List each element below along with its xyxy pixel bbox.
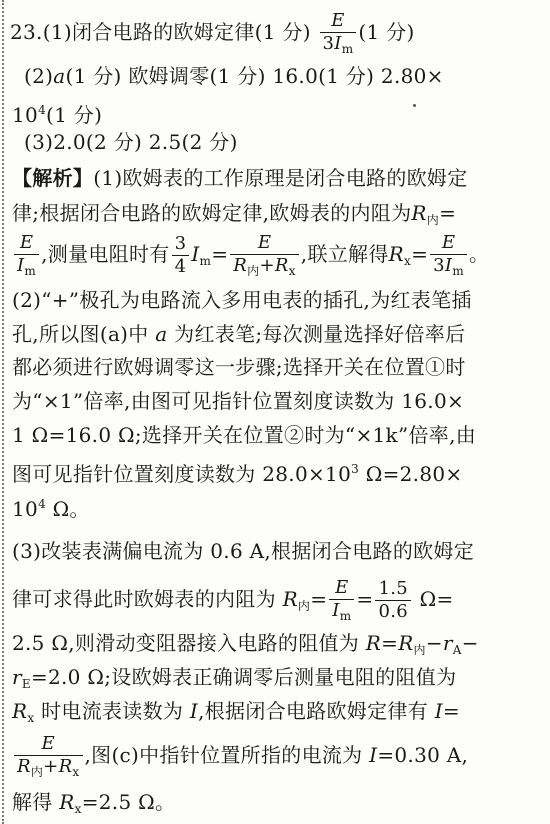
analysis-line-14: $r_E=2.0$ Ω;设欧姆表正确调零后测量电阻的阻值为 xyxy=(12,665,457,691)
answer-line-4: (3)2.0(2 分) 2.5(2 分) xyxy=(24,130,238,154)
fraction-three-quarters: $\frac{3}{4}$ xyxy=(172,235,190,276)
analysis-line-11: (3)改装表满偏电流为 0.6 A,根据闭合电路的欧姆定 xyxy=(12,539,475,563)
analysis-line-9: 图可见指针位置刻度读数为 $28.0\times 10^3$ Ω=2.80× xyxy=(12,462,463,486)
page-edge-perforation xyxy=(2,0,4,824)
analysis-tag: 【解析】 xyxy=(12,166,94,190)
analysis-line-3: $\frac{E}{I_m}$ ,测量电阻时有 $\frac{3}{4}$ $I_m=$ $\frac{E}{R_内+R_x}$ ,联立解得$R_x=$ $\frac{E}{3I_m}$ 。 xyxy=(12,232,542,283)
fraction-e-over-r-sum: $\frac{E}{R_内+R_x}$ xyxy=(230,234,299,277)
analysis-line-10: $10^4$ Ω。 xyxy=(12,497,90,521)
answer-line-2: (2)a(1 分) 欧姆调零(1 分) 16.0(1 分) 2.80× xyxy=(24,64,444,88)
fraction-e-over-im: $\frac{E}{I_m}$ xyxy=(14,234,39,277)
analysis-line-1: 【解析】(1)欧姆表的工作原理是闭合电路的欧姆定 xyxy=(12,166,468,190)
analysis-line-16: $\frac{E}{R_内+R_x}$ ,图(c)中指针位置所指的电流为 I=0.30 A, xyxy=(12,730,542,780)
answer-1-fraction: $\frac{E}{3I_m}$ xyxy=(320,12,357,55)
answer-1-text: (1)闭合电路的欧姆定律(1 分) xyxy=(42,20,311,44)
analysis-line-5: 孔,所以图(a)中 a 为红表笔;每次测量选择好倍率后 xyxy=(12,322,466,346)
analysis-line-17: 解得 $R_x=2.5$ Ω。 xyxy=(12,790,176,816)
question-number: 23. xyxy=(10,20,43,44)
fraction-e-over-im-2: $\frac{E}{I_m}$ xyxy=(329,579,354,622)
answer-line-3: $10^4(1$ 分) xyxy=(12,103,103,127)
fraction-e-over-3im: $\frac{E}{3I_m}$ xyxy=(430,234,467,277)
answer-1-score: (1 分) xyxy=(358,20,415,44)
fraction-1p5-over-0p6: $\frac{1.5}{0.6}$ xyxy=(375,580,411,621)
analysis-line-8: 1 Ω=16.0 Ω;选择开关在位置②时为“×1k”倍率,由 xyxy=(12,423,477,447)
analysis-line-12: 律可求得此时欧姆表的内阻为 $R_内=$ $\frac{E}{I_m}$ = $\frac{1.5}{0.6}$ Ω= xyxy=(12,577,454,623)
analysis-line-13: 2.5 Ω,则滑动变阻器接入电路的阻值为 $R=R_内-r_A-$ xyxy=(12,631,479,657)
analysis-line-2: 律;根据闭合电路的欧姆定律,欧姆表的内阻为$R_内=$ xyxy=(12,201,457,227)
analysis-line-15: $R_x$ 时电流表读数为 I,根据闭合电路欧姆定律有 I= xyxy=(12,699,460,725)
analysis-line-7: 为“×1”倍率,由图可见指针位置刻度读数为 16.0× xyxy=(12,389,465,413)
analysis-line-4: (2)“+”极孔为电路流入多用电表的插孔,为红表笔插 xyxy=(12,288,472,312)
analysis-line-6: 都必须进行欧姆调零这一步骤;选择开关在位置①时 xyxy=(12,355,466,379)
answer-line-1 xyxy=(10,12,542,55)
fraction-e-over-r-sum-2: $\frac{E}{R_内+R_x}$ xyxy=(14,735,83,778)
